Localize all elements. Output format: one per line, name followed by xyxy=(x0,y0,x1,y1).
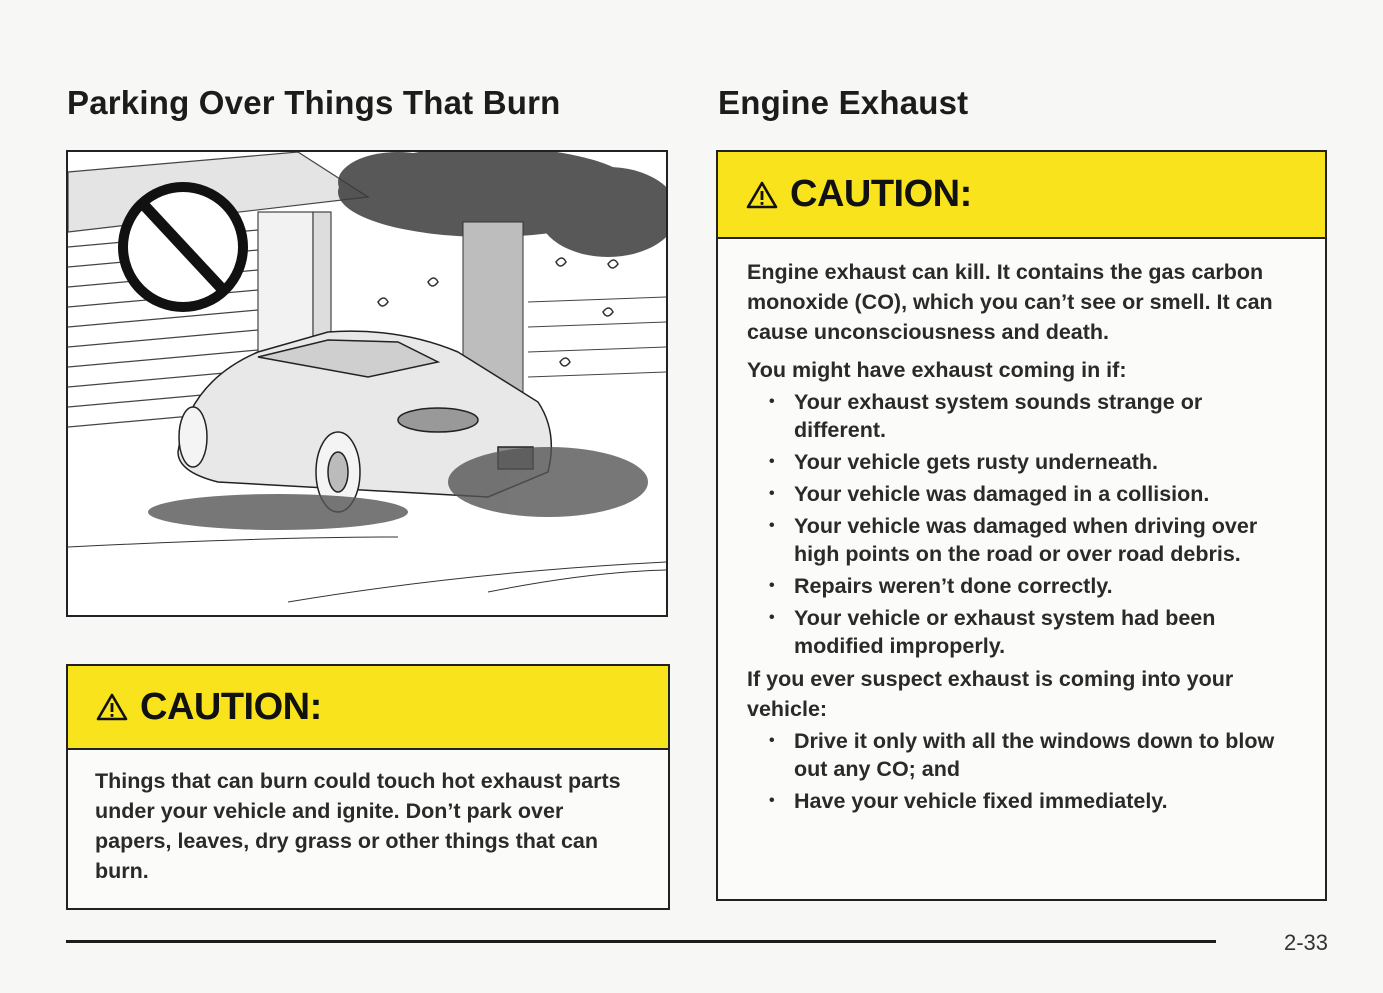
page-title-left: Parking Over Things That Burn xyxy=(67,84,561,121)
list-item: • Repairs weren’t done correctly. xyxy=(769,574,1113,598)
caution-intro: Engine exhaust can kill. It contains the gas carbon monoxide (CO), which you can’t see or smell. It can cause unconsciousness and death. xyxy=(747,260,1273,344)
bullet-icon: • xyxy=(769,517,775,534)
caution-label: CAUTION: xyxy=(790,173,972,215)
list-item: • Drive it only with all the windows down to blow out any CO; and xyxy=(769,729,1275,781)
caution-lead-2: If you ever suspect exhaust is coming into your vehicle: xyxy=(747,667,1234,721)
bullet-icon: • xyxy=(769,577,775,594)
caution-paragraph: Things that can burn could touch hot exhaust parts under your vehicle and ignite. Don’t park over papers, leaves, dry grass or other things that can burn. xyxy=(95,769,621,883)
bullet-icon: • xyxy=(769,485,775,502)
caution-box-right xyxy=(716,150,1327,901)
action-list xyxy=(747,727,1295,815)
page-title-right: Engine Exhaust xyxy=(718,84,969,121)
caution-text xyxy=(718,239,1325,815)
list-item: • Your vehicle gets rusty underneath. xyxy=(769,450,1158,474)
prohibited-sign-icon xyxy=(123,187,243,307)
caution-text xyxy=(68,750,668,886)
list-item: • Have your vehicle fixed immediately. xyxy=(769,789,1168,813)
list-item: • Your vehicle was damaged when driving over high points on the road or over road debris. xyxy=(769,514,1258,566)
parking-illustration xyxy=(66,150,668,617)
bullet-icon: • xyxy=(769,792,775,809)
list-item: • Your vehicle or exhaust system had been modified improperly. xyxy=(769,606,1216,658)
caution-banner xyxy=(68,666,668,750)
bullet-icon: • xyxy=(769,453,775,470)
caution-box-left xyxy=(66,664,670,910)
caution-banner xyxy=(718,152,1325,239)
list-item: • Your vehicle was damaged in a collision. xyxy=(769,482,1210,506)
page-number: 2-33 xyxy=(1283,930,1328,955)
symptom-list xyxy=(747,388,1295,660)
bullet-icon: • xyxy=(769,732,775,749)
warning-triangle-icon xyxy=(96,693,128,721)
footer-rule xyxy=(66,940,1216,943)
caution-label: CAUTION: xyxy=(140,685,322,728)
bullet-icon: • xyxy=(769,609,775,626)
list-item: • Your exhaust system sounds strange or different. xyxy=(769,390,1203,442)
warning-triangle-icon xyxy=(746,181,778,209)
bullet-icon: • xyxy=(769,393,775,410)
caution-lead: You might have exhaust coming in if: xyxy=(747,358,1127,382)
